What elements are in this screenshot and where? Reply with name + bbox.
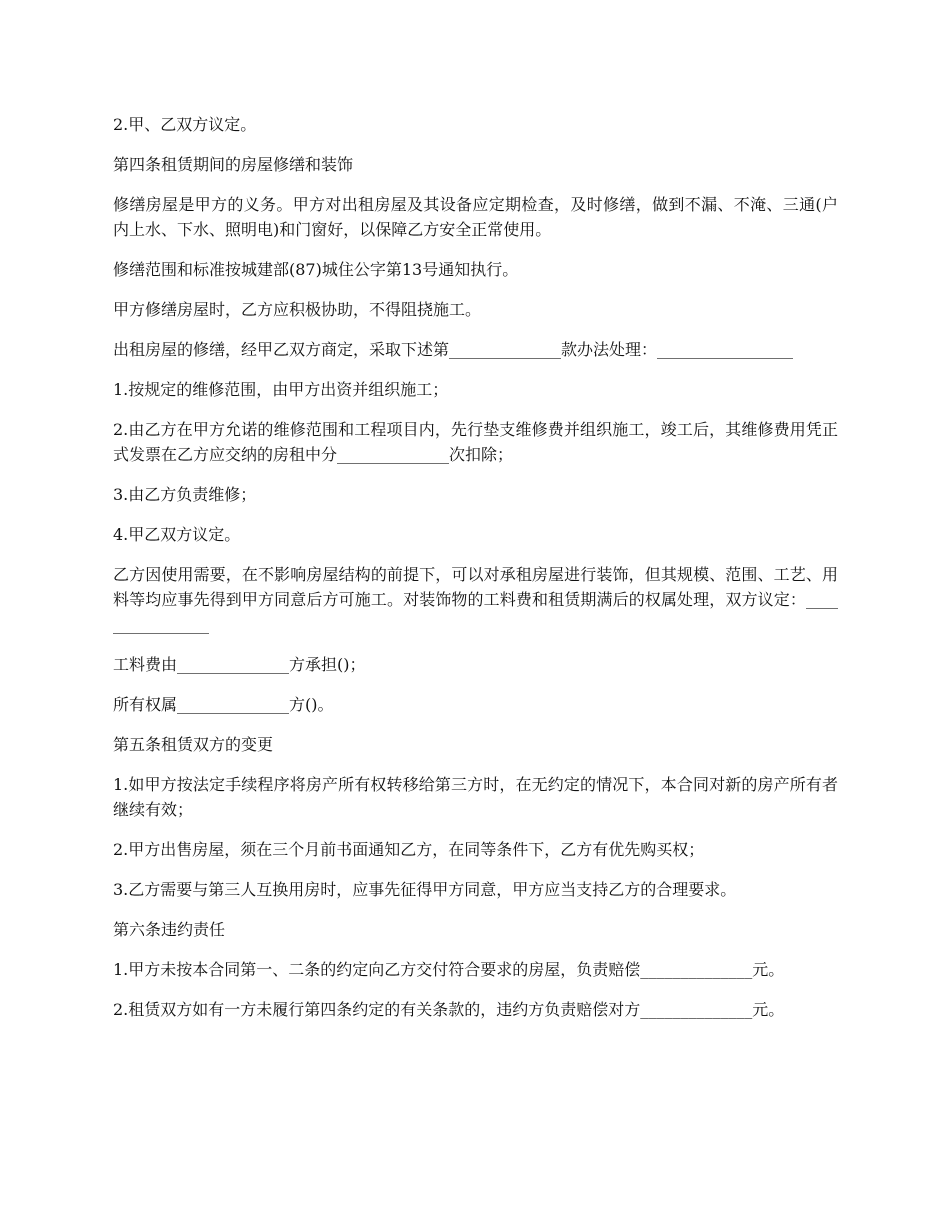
list-item: 3.由乙方负责维修； — [113, 485, 257, 504]
section-heading: 第四条租赁期间的房屋修缮和装饰 — [113, 155, 354, 174]
clause-text: 修缮范围和标准按城建部(87)城住公字第13号通知执行。 — [113, 260, 519, 279]
list-item: 1.如甲方按法定手续程序将房产所有权转移给第三方时，在无约定的情况下，本合同对新的房产所有者继续有效； — [113, 775, 838, 819]
clause-text: 甲方修缮房屋时，乙方应积极协助，不得阻挠施工。 — [113, 300, 482, 319]
clause-text: 2.甲、乙双方议定。 — [113, 115, 257, 134]
list-item: 3.乙方需要与第三人互换用房时，应事先征得甲方同意，甲方应当支持乙方的合理要求。 — [113, 880, 737, 899]
clause-text: 工料费由______________方承担()； — [113, 655, 366, 674]
list-item: 4.甲乙双方议定。 — [113, 525, 241, 544]
list-item: 1.按规定的维修范围，由甲方出资并组织施工； — [113, 380, 449, 399]
list-item: 2.租赁双方如有一方未履行第四条约定的有关条款的，违约方负责赔偿对方______________元。 — [113, 1000, 785, 1019]
clause-text: 修缮房屋是甲方的义务。甲方对出租房屋及其设备应定期检查，及时修缮，做到不漏、不淹、三通(户内上水、下水、照明电)和门窗好，以保障乙方安全正常使用。 — [113, 195, 838, 239]
clause-text: 所有权属______________方()。 — [113, 695, 334, 714]
section-heading: 第六条违约责任 — [113, 920, 226, 939]
clause-text: 乙方因使用需要，在不影响房屋结构的前提下，可以对承租房屋进行装饰，但其规模、范围、工艺、用料等均应事先得到甲方同意后方可施工。对装饰物的工料费和租赁期满后的权属处理，双方议定：________________ — [113, 565, 838, 634]
list-item: 2.由乙方在甲方允诺的维修范围和工程项目内，先行垫支维修费并组织施工，竣工后，其维修费用凭正式发票在乙方应交纳的房租中分______________次扣除； — [113, 420, 838, 464]
clause-text: 出租房屋的修缮，经甲乙双方商定，采取下述第______________款办法处理：_________________ — [113, 340, 794, 359]
list-item: 2.甲方出售房屋，须在三个月前书面通知乙方，在同等条件下，乙方有优先购买权； — [113, 840, 705, 859]
list-item: 1.甲方未按本合同第一、二条的约定向乙方交付符合要求的房屋，负责赔偿______________元。 — [113, 960, 785, 979]
section-heading: 第五条租赁双方的变更 — [113, 735, 274, 754]
